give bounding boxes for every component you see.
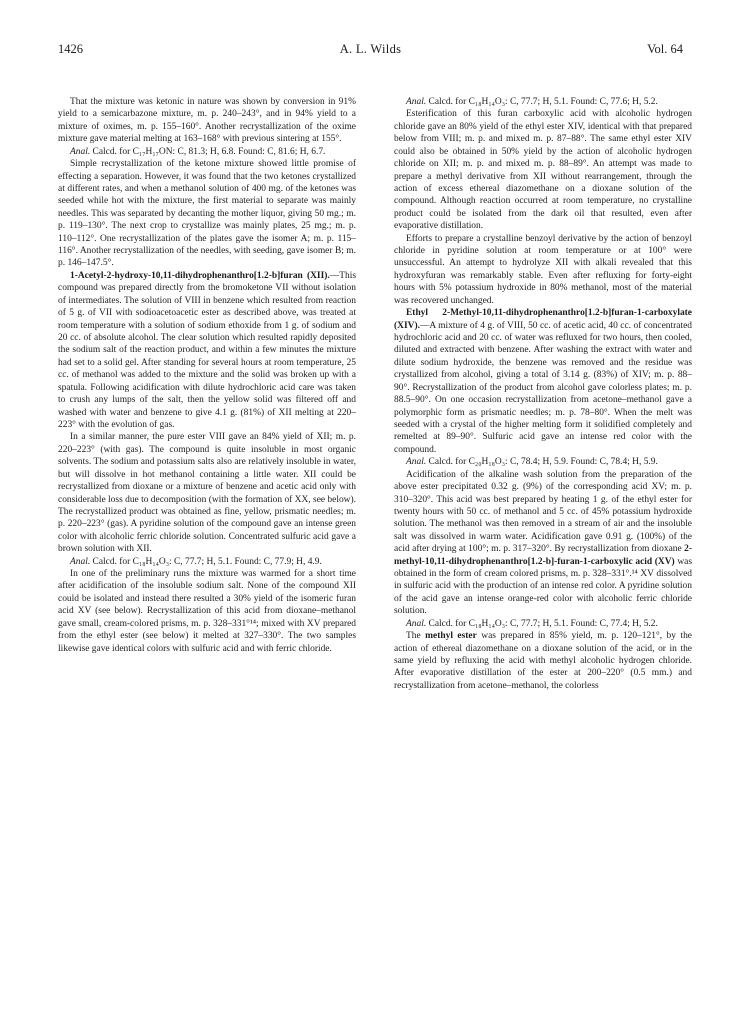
anal-label: Anal. (406, 97, 427, 107)
paragraph: In one of the preliminary runs the mixture was warmed for a short time after acidification of the insoluble sodium salt. None of the compound XII could be isolated and instead there resulted a 30% yield of the isomeric furan acid XV (see below). Recrystallization of this acid from dioxane–methanol gave small, cream-colored prisms, m. p. 328–331°¹⁴; mixed with XV prepared from the ethyl ester (see below) it melted at 327–330°. The two samples likewise gave identical colors with sulfuric acid and with ferric chloride. (58, 569, 356, 654)
analysis-paragraph (394, 96, 692, 108)
anal-label: Anal. (70, 556, 91, 567)
compound-heading: Ethyl 2-Methyl-10,11-dihydrophenanthro[1.2-b]furan-1-carboxylate (XIV). (394, 308, 692, 331)
compound-name: 2-methyl-10,11-dihydrophenanthro[1.2-b]-furan-1-carboxylic acid (XV) (394, 544, 692, 567)
paragraph-text: was obtained in the form of cream colored prisms, m. p. 328–331°.¹⁴ XV dissolved in sulfuric acid with the production of an intense red color. A pyridine solution of the acid gave an intense orange-red color with alcoholic ferric chloride solution. (394, 556, 692, 617)
section-paragraph (58, 270, 356, 431)
paragraph (394, 469, 692, 618)
analysis-text: Calcd. for C₂₀H₁₈O₃: C, 78.4; H, 5.9. Found: C, 78.4; H, 5.9. (426, 457, 658, 468)
section-text: —This compound was prepared directly from the bromoketone VII without isolation of intermediates. The solution of VIII in benzene which resulted from reaction of 5 g. of VII with sodioacetoacetic ester as described above, was treated at room temperature with a solution of sodium ethoxide from 1 g. of sodium and 20 cc. of absolute alcohol. The clear solution which resulted rapidly deposited the sodium salt of the reaction product, and within a few minutes the mixture had set to a solid gel. After standing for several hours at room temperature, 25 cc. of methanol was added to the mixture and the solid was broken up with a spatula. Following acidification with dilute hydrochloric acid care was taken to crush any lumps of the salt, then the yellow solid was filtered off and washed with water and benzene to give 4.1 g. (81%) of XII melting at 220–223° with the evolution of gas. (58, 270, 356, 430)
anal-label: Anal. (406, 457, 427, 468)
paragraph: In a similar manner, the pure ester VIII gave an 84% yield of XII; m. p. 220–223° (with gas). The compound is quite insoluble in most organic solvents. The sodium and potassium salts also are relatively insoluble in water, but will dissolve in hot methanol containing a little water. XII could be recrystallized from dioxane or a mixture of benzene and acetic acid only with considerable loss due to decomposition (with the formation of XX, see below). The recrystallized product was obtained as fine, yellow, prismatic needles; m. p. 220–223° (gas). A pyridine solution of the compound gave an intense green color with alcoholic ferric chloride solution. Concentrated sulfuric acid gave a brown solution with XII. (58, 432, 357, 555)
paragraph-text: Acidification of the alkaline wash solution from the preparation of the above ester precipitated 0.32 g. (9%) of the corresponding acid XV; m. p. 310–320°. This acid was best prepared by heating 1 g. of the ethyl ester for twenty hours with 50 cc. of methanol and 5 cc. of 45% potassium hydroxide solution. The methanol was then removed in a stream of air and the insoluble salt was dissolved in warm water. Acidification gave 0.91 g. (100%) of the acid after drying at 100°; m. p. 317–320°. By recrystallization from dioxane (394, 469, 692, 555)
analysis-text: Calcd. for C₁₇H₁₇ON: C, 81.3; H, 6.8. Found: C, 81.6; H, 6.7. (90, 146, 326, 157)
analysis-paragraph (394, 618, 692, 630)
analysis-text: Calcd. for C₁₈H₁₄O₃: C, 77.7; H, 5.1. Found: C, 77.9; H, 4.9. (90, 556, 322, 567)
section-text: —A mixture of 4 g. of VIII, 50 cc. of acetic acid, 40 cc. of concentrated hydrochloric acid and 20 cc. of water was refluxed for two hours, then cooled, diluted and extracted with benzene. After washing the extract with water and dilute sodium hydroxide, the benzene was removed and the residue was crystallized from alcohol, giving a total of 3.14 g. (83%) of XIV; m. p. 88–90°. Recrystallization of the product from alcohol gave colorless plates; m. p. 88.5–90°. On one occasion recrystallization from acetone–methanol gave a polymorphic form as prismatic needles; m. p. 78–80°. When the melt was seeded with a crystal of the higher melting form it solidified completely and remelted at 89–90°. Sulfuric acid gave an intense red color with the compound. (394, 320, 692, 455)
analysis-paragraph (394, 456, 692, 468)
paragraph-text: was prepared in 85% yield, m. p. 120–121°, by the action of ethereal diazomethane on a dioxane solution of the acid, or in the same yield by refluxing the acid with methyl alcoholic hydrogen chloride. After evaporative distillation of the ester at 200–220° (0.5 mm.) and recrystallization from acetone–methanol, the colorless (394, 631, 692, 691)
paragraph: Esterification of this furan carboxylic acid with alcoholic hydrogen chloride gave an 80% yield of the ethyl ester XIV, identical with that prepared below from VIII; m. p. and mixed m. p. 87–88°. The same ethyl ester XIV could also be obtained in 50% yield by the action of alcoholic hydrogen chloride on XII; m. p. and mixed m. p. 88–89°. An attempt was made to prepare a methyl derivative from XII without rearrangement, through the action of excess ethereal diazomethane on a dioxane solution of the compound. Although reaction occurred at room temperature, no crystalline product could be isolated from the dark oil that resulted, even after evaporative distillation. (394, 109, 692, 232)
paragraph: That the mixture was ketonic in nature was shown by conversion in 91% yield to a semicarbazone mixture, m. p. 240–243°, and in 94% yield to a mixture of oximes, m. p. 155–160°. Another recrystallization of the oxime mixture gave material melting at 163–168° with previous sintering at 155°. (58, 97, 356, 145)
paragraph (394, 630, 692, 692)
running-header (58, 42, 683, 60)
paragraph: Efforts to prepare a crystalline benzoyl derivative by the action of benzoyl chloride in pyridine solution at room temperature or at 100° were unsuccessful. An attempt to hydrolyze XII with alkali revealed that this hydroxyfuran was remarkably stable. Even after refluxing for forty-eight hours with 5% potassium hydroxide in 80% methanol, most of the material was recovered unchanged. (394, 233, 692, 306)
compound-name: methyl ester (425, 631, 477, 642)
section-paragraph (394, 307, 692, 456)
analysis-paragraph (58, 556, 356, 568)
page-number: 1426 (58, 42, 83, 56)
compound-heading: 1-Acetyl-2-hydroxy-10,11-dihydrophenanthro[1.2-b]furan (XII). (70, 270, 330, 281)
author-name: A. L. Wilds (339, 42, 402, 56)
analysis-paragraph (58, 146, 356, 158)
paragraph-text: The (406, 631, 426, 642)
left-column (58, 96, 356, 655)
anal-label: Anal. (70, 146, 91, 157)
volume-number: Vol. 64 (647, 42, 683, 56)
analysis-text: Calcd. for C₁₈H₁₄O₃: C, 77.7; H, 5.1. Found: C, 77.4; H, 5.2. (426, 618, 658, 629)
analysis-text: Calcd. for C₁₈H₁₄O₃: C, 77.7; H, 5.1. Found: C, 77.6; H, 5.2. (426, 97, 658, 107)
right-column (394, 96, 692, 692)
anal-label: Anal. (406, 618, 427, 629)
paragraph: Simple recrystallization of the ketone mixture showed little promise of effecting a separation. However, it was found that the two ketones crystallized at different rates, and when a methanol solution of 400 mg. of the ketones was seeded while hot with the mixture, the first material to separate was mainly needles. This was separated by decanting the mother liquor, giving 50 mg.; m. p. 119–130°. The next crop to crystallize was mainly plates, 25 mg.; m. p. 110–112°. One recrystallization of the plates gave the isomer A; m. p. 115–116°. Another recrystallization of the needles, with seeding, gave isomer B; m. p. 146–147.5°. (58, 159, 356, 269)
